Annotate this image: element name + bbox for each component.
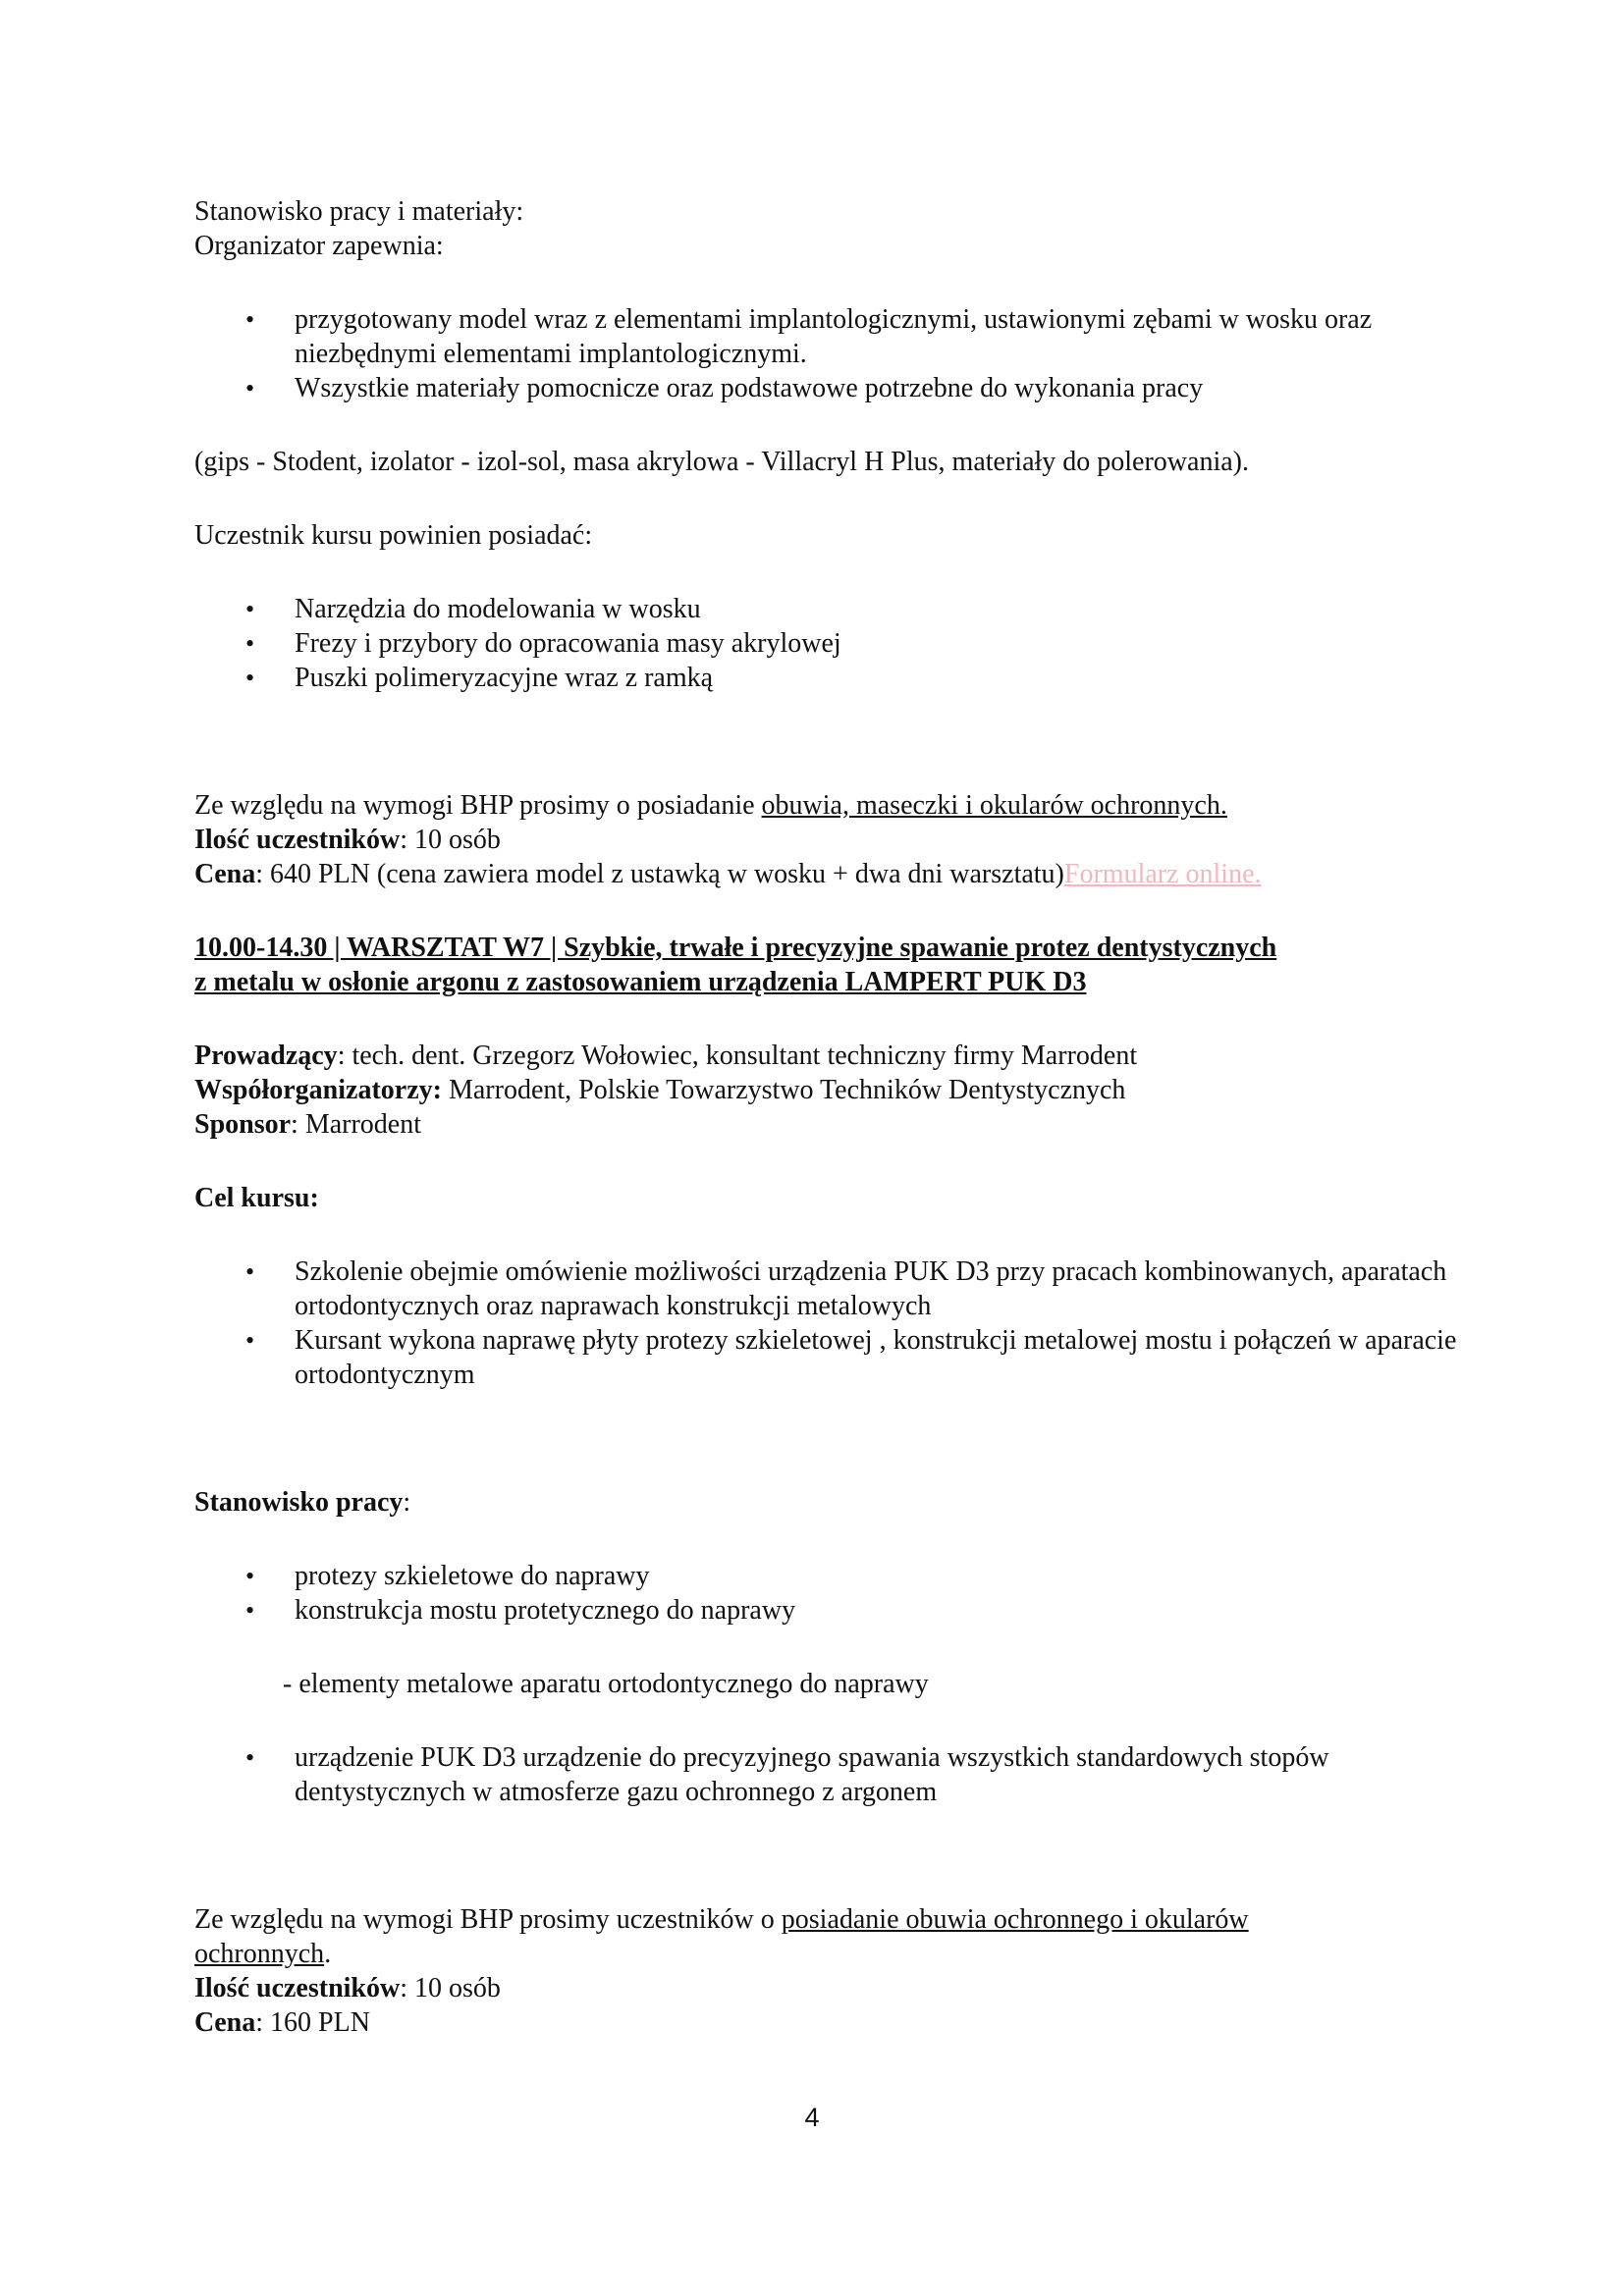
materials-note: (gips - Stodent, izolator - izol-sol, masa akrylowa - Villacryl H Plus, materiały do polerowania). [194,447,1249,477]
list-item: • Puszki polimeryzacyjne wraz z ramką [194,661,1461,695]
online-form-link[interactable]: Formularz online. [1063,859,1262,889]
workstation-list-2 [194,1740,1461,1809]
price-label: Cena [194,859,256,889]
list-item: • Narzędzia do modelowania w wosku [194,592,1461,626]
list-item: • Kursant wykona naprawę płyty protezy szkieletowej , konstrukcji metalowej mostu i połączeń w aparacie ortodontycznym [194,1323,1461,1392]
workshop-heading [194,931,1461,999]
leader-label: Prowadzący [194,1041,338,1071]
coorganizers-label: Współorganizatorzy: [194,1075,442,1105]
workstation-colon: : [403,1487,411,1518]
participants-count-2 [194,1971,1461,2005]
bhp-note-2 [194,1902,1461,1971]
goal-label-text: Cel kursu: [194,1183,319,1213]
bhp-required-items: obuwia, maseczki i okularów ochronnych. [761,790,1227,821]
workstation-label [194,1485,1461,1520]
participant-label: Uczestnik kursu powinien posiadać: [194,520,593,551]
participant-list [194,592,1461,695]
list-item: • przygotowany model wraz z elementami implantologicznymi, ustawionymi zębami w wosku oraz niezbędnymi elementami implantologicznymi. [194,302,1461,371]
list-item: • protezy szkieletowe do naprawy [194,1559,1461,1593]
document-page [194,194,1461,2040]
bhp-required-items: posiadanie obuwia ochronnego i okularów [781,1904,1249,1935]
goal-list [194,1255,1461,1392]
bhp-text: Ze względu na wymogi BHP prosimy uczestników o [194,1904,782,1935]
price-line-2 [194,2005,1461,2040]
sponsor-label: Sponsor [194,1109,292,1140]
section-title: Stanowisko pracy i materiały: [194,196,524,227]
bhp-note [194,788,1461,823]
workshop-heading-line1: 10.00-14.30 | WARSZTAT W7 | Szybkie, trwałe i precyzyjne spawanie protez dentystycznych [194,933,1277,963]
bhp-suffix: . [324,1939,332,1969]
goal-label [194,1181,1461,1215]
page-number: 4 [804,2103,820,2132]
price-label: Cena [194,2007,256,2038]
list-item: • konstrukcja mostu protetycznego do naprawy [194,1593,1461,1628]
workstation-dash-item: - elementy metalowe aparatu ortodontycznego do naprawy [283,1669,929,1699]
coorganizers-value: Marrodent, Polskie Towarzystwo Techników Dentystycznych [441,1075,1126,1105]
list-item: • Frezy i przybory do opracowania masy akrylowej [194,626,1461,661]
participants-label: Ilość uczestników [194,1973,401,2003]
participants-count [194,823,1461,857]
participants-label: Ilość uczestników [194,825,401,855]
participants-value: : 10 osób [400,1973,501,2003]
organizer-list [194,302,1461,405]
price-value: : 640 PLN (cena zawiera model z ustawką w wosku + dwa dni warsztatu) [255,859,1064,889]
list-item: • Szkolenie obejmie omówienie możliwości urządzenia PUK D3 przy pracach kombinowanych, aparatach ortodontycznych oraz naprawach konstrukcji metalowych [194,1255,1461,1323]
coorganizers-line [194,1073,1461,1107]
sponsor-line [194,1107,1461,1142]
workstation-label-text: Stanowisko pracy [194,1487,404,1518]
price-line [194,857,1461,891]
list-item: • urządzenie PUK D3 urządzenie do precyzyjnego spawania wszystkich standardowych stopów dentystycznych w atmosferze gazu ochronnego z argonem [194,1740,1461,1809]
list-item: • Wszystkie materiały pomocnicze oraz podstawowe potrzebne do wykonania pracy [194,371,1461,405]
organizer-label: Organizator zapewnia: [194,231,444,261]
sponsor-value: : Marrodent [291,1109,422,1140]
leader-line [194,1039,1461,1073]
leader-value: : tech. dent. Grzegorz Wołowiec, konsultant techniczny firmy Marrodent [337,1041,1138,1071]
workshop-heading-line2: z metalu w osłonie argonu z zastosowaniem urządzenia LAMPERT PUK D3 [194,967,1087,997]
workstation-list [194,1559,1461,1628]
bhp-required-items-cont: ochronnych [194,1939,325,1969]
participants-value: : 10 osób [400,825,501,855]
price-value: : 160 PLN [255,2007,370,2038]
bhp-text: Ze względu na wymogi BHP prosimy o posiadanie [194,790,762,821]
